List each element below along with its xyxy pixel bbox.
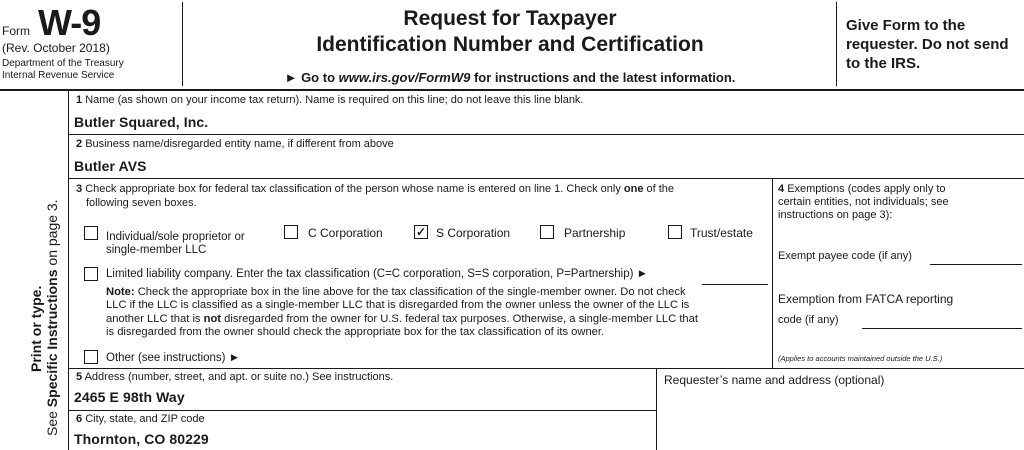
llc-note: Note: Check the appropriate box in the line above for the tax classification of the single-member owner. Do not check LLC if the LLC is classified as a single-member LLC that is disregarded from the owner unless the owner of the LLC is another LLC that is not disregarded from the owner for U.S. federal tax purposes. Otherwise, a single-member LLC that is disregarded from the owner should check the appropriate box for the tax classification of its owner. xyxy=(106,286,698,339)
partnership-label: Partnership xyxy=(564,226,626,240)
line-3-tax-classification xyxy=(68,178,772,368)
irs-service: Internal Revenue Service xyxy=(2,70,115,81)
llc-classification-field[interactable] xyxy=(702,284,768,285)
line-3-label: Check appropriate box for federal tax classification of the person whose name is entered on line 1. Check only one of the xyxy=(85,183,675,195)
form-header xyxy=(0,0,1024,90)
sidebar-print-or-type xyxy=(0,90,68,450)
line-6-number: 6 xyxy=(76,413,83,425)
line-2-business-name xyxy=(68,134,1024,178)
name-value[interactable]: Butler Squared, Inc. xyxy=(74,114,209,130)
line-1-number: 1 xyxy=(76,94,83,106)
llc-label: Limited liability company. Enter the tax classification (C=C corporation, S=S corporation, P=Partnership) ► xyxy=(106,268,649,280)
form-number: W-9 xyxy=(38,2,101,43)
city-state-zip-value[interactable]: Thornton, CO 80229 xyxy=(74,431,209,447)
requester-label: Requester’s name and address (optional) xyxy=(664,373,885,387)
specific-instructions-label: See Specific Instructions on page 3. xyxy=(44,199,60,436)
c-corporation-label: C Corporation xyxy=(308,226,383,240)
line-5-address xyxy=(68,368,656,410)
line-6-city-state-zip xyxy=(68,410,656,450)
line-4-exemptions: 4 Exemptions (codes apply only to certain entities, not individuals; see instructions on page 3): Exempt payee code (if any) Exemption from FATCA reporting code (if any) (Applies to accounts maintained outside the U.S.) xyxy=(772,178,1024,368)
irs-link[interactable]: www.irs.gov/FormW9 xyxy=(338,70,471,85)
form-word: Form xyxy=(2,24,30,38)
other-label: Other (see instructions) ► xyxy=(106,352,241,364)
fatca-label-1: Exemption from FATCA reporting xyxy=(778,292,954,306)
line-6-label: City, state, and ZIP code xyxy=(85,413,205,425)
address-value[interactable]: 2465 E 98th Way xyxy=(74,389,185,405)
revision-date: (Rev. October 2018) xyxy=(2,41,110,55)
requester-name-address[interactable] xyxy=(656,368,1024,450)
other-checkbox[interactable] xyxy=(84,350,98,364)
fatca-label-2: code (if any) xyxy=(778,314,839,326)
partnership-checkbox[interactable] xyxy=(540,225,554,239)
exempt-payee-label: Exempt payee code (if any) xyxy=(778,250,912,262)
trust-estate-label: Trust/estate xyxy=(690,226,753,240)
llc-checkbox[interactable] xyxy=(84,267,98,281)
line-5-number: 5 xyxy=(76,371,83,383)
line-2-number: 2 xyxy=(76,138,83,150)
business-name-value[interactable]: Butler AVS xyxy=(74,158,147,174)
applies-note: (Applies to accounts maintained outside the U.S.) xyxy=(778,354,943,363)
line-1-label: Name (as shown on your income tax return). Name is required on this line; do not leave this line blank. xyxy=(85,94,584,106)
s-corporation-label: S Corporation xyxy=(436,226,511,240)
line-3-number: 3 xyxy=(76,183,83,195)
c-corporation-checkbox[interactable] xyxy=(284,225,298,239)
individual-label: Individual/sole proprietor or single-member LLC xyxy=(106,231,245,256)
line-4-number: 4 xyxy=(778,183,785,195)
form-title xyxy=(184,6,836,58)
fatca-code-field[interactable] xyxy=(862,328,1022,329)
line-5-label: Address (number, street, and apt. or suite no.) See instructions. xyxy=(84,371,394,383)
give-form-note: Give Form to the requester. Do not send to the IRS. xyxy=(846,17,1009,72)
print-or-type-label: Print or type. xyxy=(28,285,44,372)
title-line-1: Request for Taxpayer xyxy=(403,7,617,30)
line-3-label-cont: following seven boxes. xyxy=(86,197,197,209)
individual-checkbox[interactable] xyxy=(84,226,98,240)
title-line-2: Identification Number and Certification xyxy=(316,33,704,56)
trust-estate-checkbox[interactable] xyxy=(668,225,682,239)
line-1-name xyxy=(68,90,1024,134)
exempt-payee-field[interactable] xyxy=(930,264,1022,265)
goto-instructions: ► Go to www.irs.gov/FormW9 for instructions and the latest information. xyxy=(284,70,736,85)
s-corporation-checkbox[interactable] xyxy=(414,225,428,239)
department: Department of the Treasury xyxy=(2,58,124,69)
line-2-label: Business name/disregarded entity name, if different from above xyxy=(85,138,394,150)
check-mark-icon: ✓ xyxy=(415,225,427,239)
